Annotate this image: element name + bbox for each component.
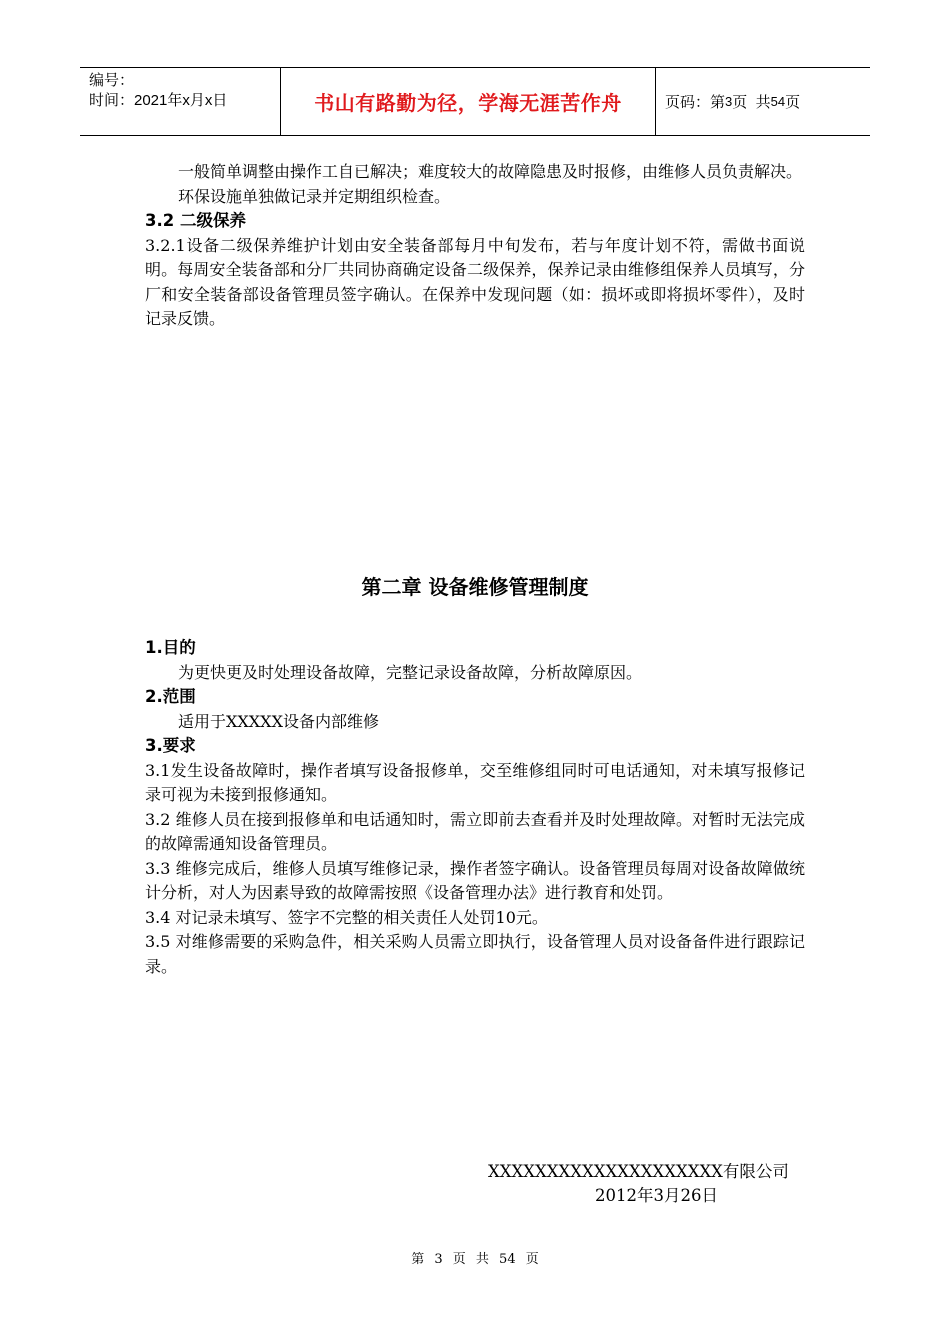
section-heading: 2.范围	[145, 687, 196, 706]
requirement-item: 3.3 维修完成后，维修人员填写维修记录，操作者签字确认。设备管理员每周对设备故障做统计分析，对人为因素导致的故障需按照《设备管理办法》进行教育和处罚。	[145, 858, 805, 902]
time-label: 时间：2021年x月x日	[89, 92, 228, 109]
header-page-info	[656, 68, 870, 135]
header-meta	[80, 68, 281, 135]
company-name: XXXXXXXXXXXXXXXXXXXX有限公司	[488, 1162, 789, 1181]
paragraph: 3.2.1设备二级保养维护计划由安全装备部每月中旬发布，若与年度计划不符，需做书面说明。每周安全装备部和分厂共同协商确定设备二级保养，保养记录由维修组保养人员填写，分厂和安全装备部设备管理员签字确认。在保养中发现问题（如：损坏或即将损坏零件），及时记录反馈。	[145, 235, 805, 328]
requirement-item: 3.2 维修人员在接到报修单和电话通知时，需立即前去查看并及时处理故障。对暂时无法完成的故障需通知设备管理员。	[145, 809, 805, 853]
page-current: 3	[725, 94, 733, 109]
page-prefix: 页码：第	[665, 94, 726, 111]
chapter-title: 第二章 设备维修管理制度	[361, 575, 589, 599]
requirement-item: 3.4 对记录未填写、签字不完整的相关责任人处罚10元。	[145, 907, 548, 927]
page-header	[80, 67, 870, 136]
signature-date: 2012年3月26日	[595, 1186, 718, 1205]
section-repair-policy	[145, 636, 805, 979]
header-motto: 书山有路勤为径，学海无涯苦作舟	[281, 68, 656, 135]
section-heading: 3.2 二级保养	[145, 211, 246, 230]
serial-label: 编号：	[89, 72, 135, 89]
paragraph: 为更快更及时处理设备故障，完整记录设备故障，分析故障原因。	[178, 662, 643, 682]
page-footer: 第 3 页 共 54 页	[411, 1252, 539, 1267]
section-heading: 3.要求	[145, 736, 196, 755]
page-mid: 页 共	[732, 94, 771, 111]
requirement-item: 3.5 对维修需要的采购急件，相关采购人员需立即执行，设备管理人员对设备备件进行跟踪记录。	[145, 932, 805, 976]
page-total: 54	[770, 94, 786, 109]
section-maintenance	[145, 160, 805, 332]
paragraph: 适用于XXXXX设备内部维修	[178, 711, 379, 731]
requirement-item: 3.1发生设备故障时，操作者填写设备报修单，交至维修组同时可电话通知，对未填写报修记录可视为未接到报修通知。	[145, 760, 805, 804]
paragraph: 环保设施单独做记录并定期组织检查。	[178, 186, 451, 206]
page-suffix: 页	[785, 94, 801, 111]
section-heading: 1.目的	[145, 638, 196, 657]
paragraph: 一般简单调整由操作工自已解决；难度较大的故障隐患及时报修，由维修人员负责解决。	[178, 162, 803, 181]
